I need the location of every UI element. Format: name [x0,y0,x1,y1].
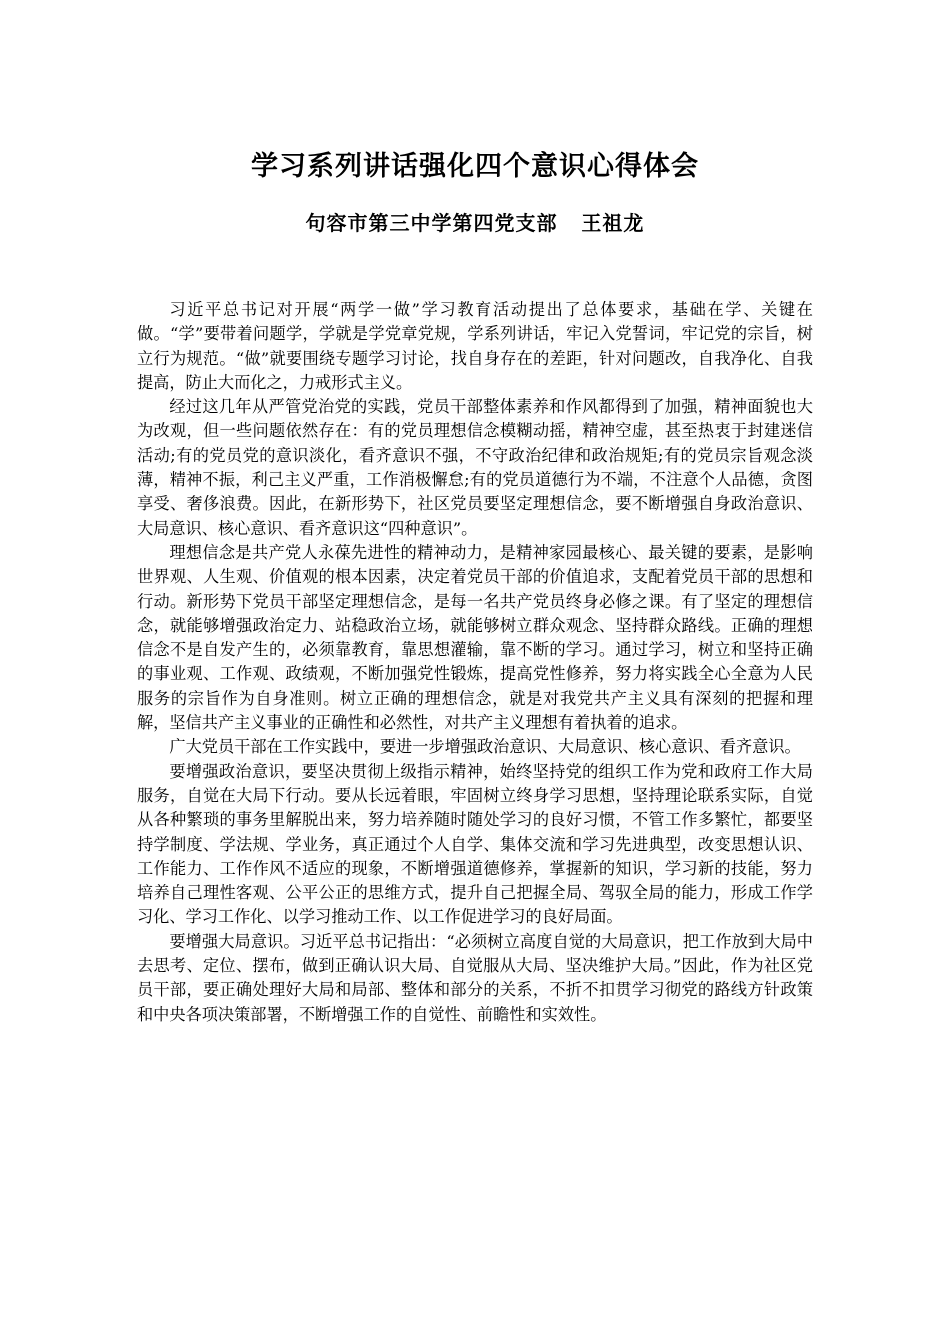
paragraph-problems: 经过这几年从严管党治党的实践，党员干部整体素养和作风都得到了加强，精神面貌也大为改观，但一些问题依然存在：有的党员理想信念模糊动摇，精神空虚，甚至热衷于封建迷信活动;有的党员党的意识淡化，看齐意识不强，不守政治纪律和政治规矩;有的党员宗旨观念淡薄，精神不振，利己主义严重，工作消极懈怠;有的党员道德行为不端，不注意个人品德，贪图享受、奢侈浪费。因此，在新形势下，社区党员要坚定理想信念，要不断增强自身政治意识、大局意识、核心意识、看齐意识这“四种意识”。 [137,397,813,538]
document-title: 学习系列讲话强化四个意识心得体会 [251,151,699,182]
document-body [137,298,813,1027]
paragraph-overall-consciousness: 要增强大局意识。习近平总书记指出：“必须树立高度自觉的大局意识，把工作放到大局中去思考、定位、摆布，做到正确认识大局、自觉服从大局、坚决维护大局。”因此，作为社区党员干部，要正确处理好大局和局部、整体和部分的关系，不折不扣贯学习彻党的路线方针政策和中央各项决策部署，不断增强工作的自觉性、前瞻性和实效性。 [137,931,813,1024]
paragraph-four-consciousness: 广大党员干部在工作实践中，要进一步增强政治意识、大局意识、核心意识、看齐意识。 [169,737,801,757]
paragraph-ideals: 理想信念是共产党人永葆先进性的精神动力，是精神家园最核心、最关键的要素，是影响世界观、人生观、价值观的根本因素，决定着党员干部的价值追求，支配着党员干部的思想和行动。新形势下党员干部坚定理想信念，是每一名共产党员终身必修之课。有了坚定的理想信念，就能够增强政治定力、站稳政治立场，就能够树立群众观念、坚持群众路线。正确的理想信念不是自发产生的，必须靠教育，靠思想灌输，靠不断的学习。通过学习，树立和坚持正确的事业观、工作观、政绩观，不断加强党性锻炼，提高党性修养，努力将实践全心全意为人民服务的宗旨作为自身准则。树立正确的理想信念，就是对我党共产主义具有深刻的把握和理解，坚信共产主义事业的正确性和必然性，对共产主义理想有着执着的追求。 [137,542,813,733]
paragraph-political-consciousness: 要增强政治意识，要坚决贯彻上级指示精神，始终坚持党的组织工作为党和政府工作大局服务，自觉在大局下行动。要从长远着眼，牢固树立终身学习思想，坚持理论联系实际，自觉从各种繁琐的事务里解脱出来，努力培养随时随处学习的良好习惯，不管工作多繁忙，都要坚持学制度、学法规、学业务，真正通过个人自学、集体交流和学习先进典型，改变思想认识、工作能力、工作作风不适应的现象，不断增强道德修养，掌握新的知识，学习新的技能，努力培养自己理性客观、公平公正的思维方式，提升自己把握全局、驾驭全局的能力，形成工作学习化、学习工作化、以学习推动工作、以工作促进学习的良好局面。 [137,761,813,927]
document-author-line: 句容市第三中学第四党支部 王祖龙 [305,211,645,235]
paragraph-intro: 习近平总书记对开展“两学一做”学习教育活动提出了总体要求，基础在学、关键在做。“学”要带着问题学，学就是学党章党规，学系列讲话，牢记入党誓词，牢记党的宗旨，树立行为规范。“做”就要围绕专题学习讨论，找自身存在的差距，针对问题改，自我净化、自我提高，防止大而化之，力戒形式主义。 [137,300,813,392]
